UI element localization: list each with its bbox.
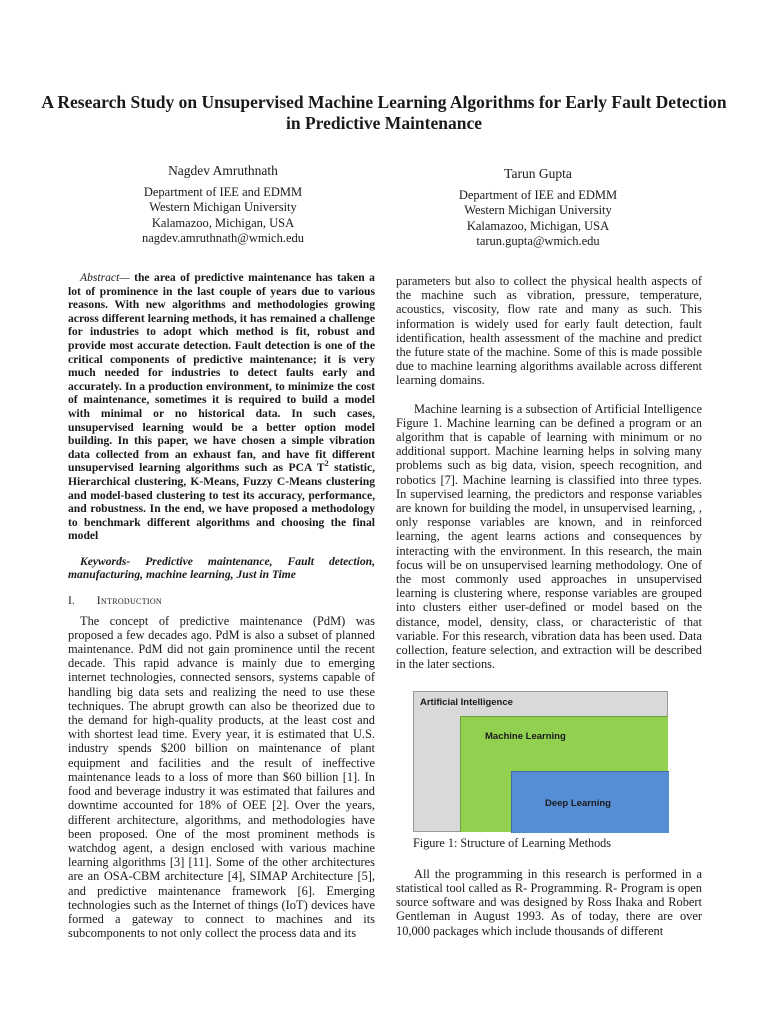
section-heading — [68, 594, 375, 608]
figure-caption: Figure 1: Structure of Learning Methods — [413, 836, 612, 851]
left-column — [68, 271, 375, 940]
author-location: Kalamazoo, Michigan, USA — [151, 215, 295, 230]
author-name: Tarun Gupta — [504, 166, 572, 181]
right-column — [396, 274, 702, 938]
keywords — [68, 555, 375, 582]
keywords-label: Keywords- — [80, 554, 131, 568]
superscript: 2 — [324, 459, 329, 469]
author-email: nagdev.amruthnath@wmich.edu — [141, 231, 305, 245]
figure-learning-structure — [413, 691, 668, 832]
author-block-1 — [117, 163, 329, 247]
paper-title: A Research Study on Unsupervised Machine Learning Algorithms for Early Fault Detection in Predictive Maintenance — [41, 92, 727, 133]
author-block-2 — [432, 166, 644, 250]
author-name: Nagdev Amruthnath — [168, 163, 278, 178]
abstract-text-cont: statistic, Hierarchical clustering, K-Means, Fuzzy C-Means clustering and model-based clustering to test its accuracy, performance, and robustness. In the end, we have proposed a methodology to benchmark different algorithms and choosing the final model — [68, 461, 375, 543]
body-paragraph: Machine learning is a subsection of Artificial Intelligence Figure 1. Machine learning can be defined a program or an algorithm that is capable of learning with minimum or no additional support. Machine learning helps in solving many problems such as big data, vision, speech recognition, and robotics [7]. Machine learning is classified into three types. In supervised learning, the predictors and response variables are known for building the model, in unsupervised learning, , only response variables are known, and in reinforced learning, the agent learns actions and consequences by interacting with the environment. In this research, the main focus will be on unsupervised learning methodology. One of the most commonly used approaches in unsupervised learning is clustering where, response variables are grouped into clusters either user-defined or model based on the distance, model, density, class, or characteristic of that variable. For this research, vibration data has been used. Data collection, feature selection, and extraction will be described in the later sections. — [396, 401, 702, 672]
author-location: Kalamazoo, Michigan, USA — [466, 218, 610, 233]
abstract-text: the area of predictive maintenance has taken a lot of prominence in the last couple of years due to various reasons. With new algorithms and methodologies growing across different learning methods, it has remained a challenge for industries to adopt which method is fit, robust and provide most accurate detection. Fault detection is one of the critical components of predictive maintenance; it is very much needed for industries to detect faults early and accurately. In a production environment, to minimize the cost of maintenance, sometimes it is required to build a model with minimal or no historical data. In such cases, unsupervised learning would be a better option model building. In this paper, we have chosen a simple vibration data collected from an exhaust fan, and have fit different unsupervised learning algorithms such as PCA T — [68, 271, 375, 475]
figure-label-ai: Artificial Intelligence — [420, 697, 513, 709]
figure-box-deep-learning — [511, 771, 669, 833]
figure-label-ml: Machine Learning — [485, 731, 566, 743]
body-paragraph: parameters but also to collect the physical health aspects of the machine such as vibration, pressure, temperature, acoustics, viscosity, flow rate and many as such. This information is widely used for early fault detection, fault identification, health assessment of the machine and predict the future state of the machine. Some of this is made possible due to machine learning algorithms available across different learning domains. — [396, 274, 702, 388]
section-title: Introduction — [96, 594, 162, 608]
figure-label-dl: Deep Learning — [545, 798, 611, 810]
author-department: Department of IEE and EDMM — [458, 187, 618, 202]
abstract — [68, 271, 375, 543]
figure-box-machine-learning — [460, 716, 668, 832]
author-department: Department of IEE and EDMM — [143, 184, 303, 199]
author-email: tarun.gupta@wmich.edu — [476, 234, 600, 248]
section-number: I. — [68, 594, 75, 608]
abstract-label: Abstract — [80, 271, 120, 284]
author-university: Western Michigan University — [464, 203, 612, 217]
body-paragraph: All the programming in this research is performed in a statistical tool called as R- Programming. R- Program is open source software and was designed by Ross Ihaka and Robert Gentleman in August 1993. As of today, there are over 10,000 packages which include thousands of different — [396, 866, 702, 938]
keywords-text: Predictive maintenance, Fault detection, manufacturing, machine learning, Just in Time — [68, 554, 375, 582]
abstract-dash: — — [119, 271, 135, 284]
intro-paragraph: The concept of predictive maintenance (PdM) was proposed a few decades ago. PdM is also a subset of planned maintenance. PdM did not gain prominence until the recent decade. This rapid advance is mainly due to emerging internet technologies, connected sensors, systems capable of handling big data sets and realizing the need to use these techniques. The abrupt growth can also be theorized due to the demand for high-quality products, at the least cost and with shortest lead time. Every year, it is estimated that U.S. industry spends $200 billion on maintenance of plant equipment and facilities and the result of ineffective maintenance leads to a loss of more than $60 billion [1]. In food and beverage industry it was estimated that failures and downtime accounted for 18% of OEE [2]. Over the years, different architecture, algorithms, and methodologies have been proposed. One of the most prominent methods is watchdog agent, a design enclosed with various machine learning algorithms [3] [11]. Some of the other architectures are an OSA-CBM architecture [4], SIMAP Architecture [5], and predictive maintenance framework [6]. Emerging technologies such as the Internet of things (IoT) devices have formed a gateway to connect to machines and its subcomponents to not only collect the process data and its — [68, 613, 375, 941]
author-university: Western Michigan University — [149, 200, 297, 214]
